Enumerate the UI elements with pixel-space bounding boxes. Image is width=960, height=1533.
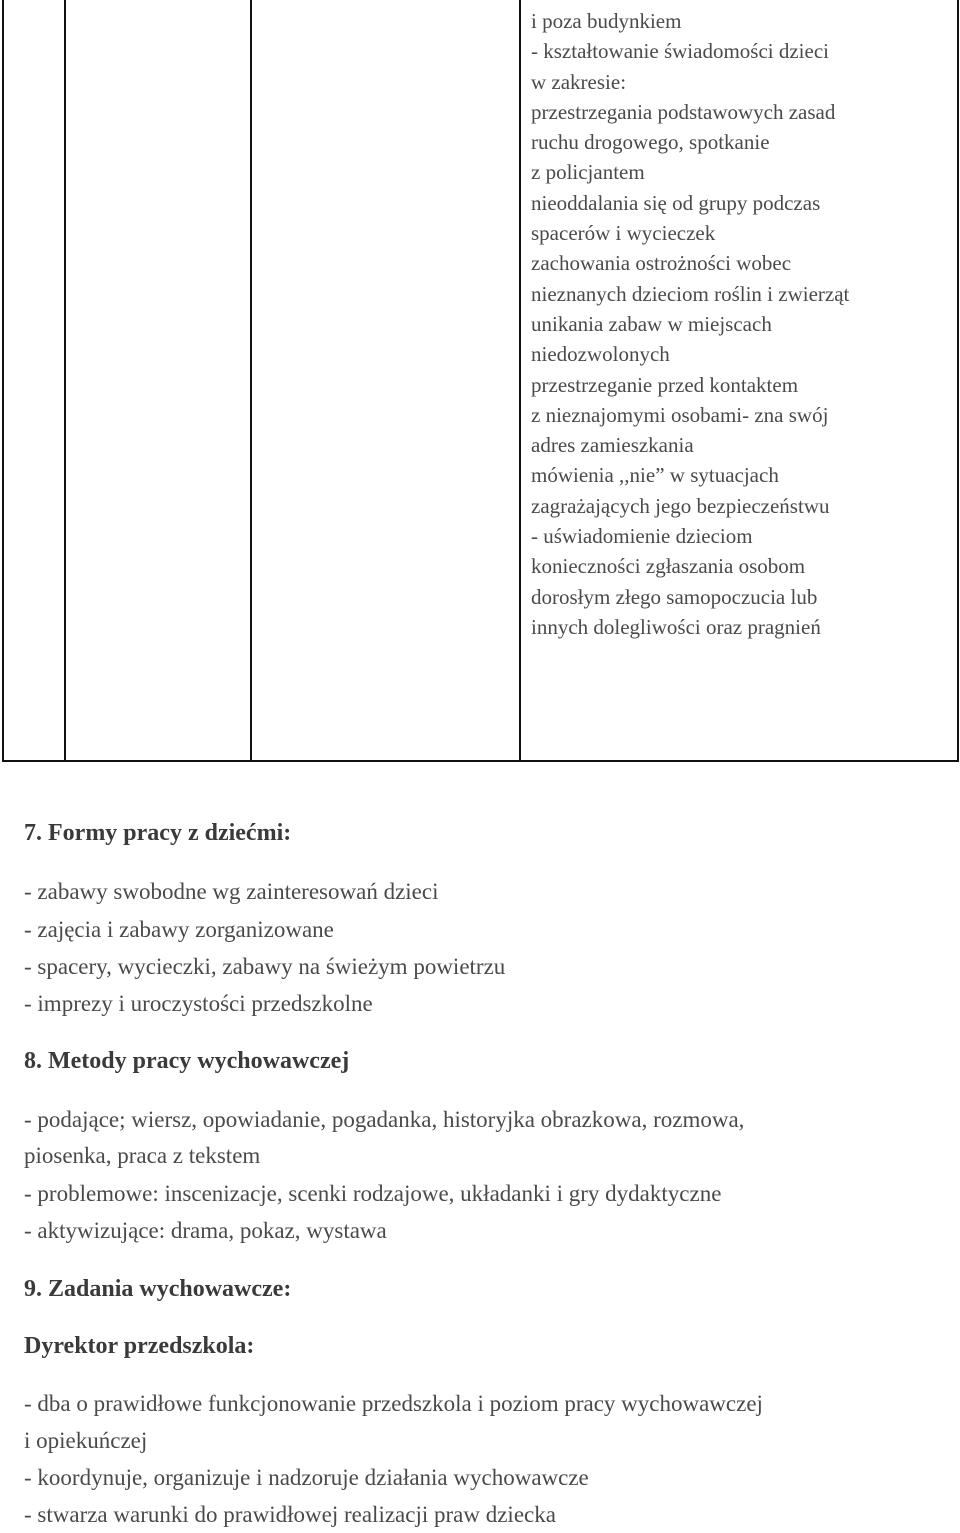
section-8-heading: 8. Metody pracy wychowawczej: [24, 1048, 350, 1074]
table-border-bottom: [3, 760, 959, 762]
cell-line: w zakresie:: [531, 69, 627, 94]
cell-line: dorosłym złego samopoczucia lub: [531, 584, 818, 609]
table-column-divider: [64, 0, 66, 762]
list-item: - dba o prawidłowe funkcjonowanie przedszkola i poziom pracy wychowawczej: [24, 1391, 763, 1416]
table-column-divider: [519, 0, 521, 762]
list-item: - stwarza warunki do prawidłowej realizacji praw dziecka: [24, 1502, 556, 1527]
cell-line: - uświadomienie dzieciom: [531, 524, 753, 549]
list-item: - podające; wiersz, opowiadanie, pogadanka, historyjka obrazkowa, rozmowa,: [24, 1107, 745, 1132]
list-item: - spacery, wycieczki, zabawy na świeżym powietrzu: [24, 954, 506, 979]
list-item: - koordynuje, organizuje i nadzoruje działania wychowawcze: [24, 1465, 589, 1490]
table-cell-text: [531, 6, 951, 642]
cell-line: zagrażających jego bezpieczeństwu: [531, 493, 830, 518]
section-9-subheading: Dyrektor przedszkola:: [24, 1333, 255, 1359]
cell-line: nieoddalania się od grupy podczas: [531, 190, 821, 215]
section-7-heading: 7. Formy pracy z dziećmi:: [24, 820, 292, 846]
cell-line: ruchu drogowego, spotkanie: [531, 130, 770, 155]
table-border-left: [2, 0, 4, 762]
cell-line: niedozwolonych: [531, 342, 670, 367]
cell-line: adres zamieszkania: [531, 433, 694, 458]
table-border-right: [957, 0, 959, 762]
list-item: piosenka, praca z tekstem: [24, 1143, 261, 1168]
cell-line: - kształtowanie świadomości dzieci: [531, 39, 829, 64]
list-item: i opiekuńczej: [24, 1428, 148, 1453]
cell-line: mówienia ,,nie” w sytuacjach: [531, 463, 779, 488]
list-item: - zajęcia i zabawy zorganizowane: [24, 917, 334, 942]
table-fragment: [0, 0, 960, 762]
list-item: - problemowe: inscenizacje, scenki rodzajowe, układanki i gry dydaktyczne: [24, 1181, 722, 1206]
cell-line: z nieznajomymi osobami- zna swój: [531, 402, 829, 427]
cell-line: konieczności zgłaszania osobom: [531, 554, 806, 579]
cell-line: innych dolegliwości oraz pragnień: [531, 614, 821, 639]
list-item: - imprezy i uroczystości przedszkolne: [24, 991, 373, 1016]
cell-line: zachowania ostrożności wobec: [531, 251, 792, 276]
cell-line: i poza budynkiem: [531, 9, 682, 33]
cell-line: nieznanych dzieciom roślin i zwierząt: [531, 281, 850, 306]
cell-line: unikania zabaw w miejscach: [531, 311, 772, 336]
section-9-heading: 9. Zadania wychowawcze:: [24, 1276, 292, 1302]
list-item: - aktywizujące: drama, pokaz, wystawa: [24, 1218, 387, 1243]
cell-line: przestrzeganie przed kontaktem: [531, 372, 799, 397]
list-item: - zabawy swobodne wg zainteresowań dzieci: [24, 879, 439, 904]
table-column-divider: [250, 0, 252, 762]
cell-line: z policjantem: [531, 160, 645, 185]
cell-line: spacerów i wycieczek: [531, 221, 716, 246]
cell-line: przestrzegania podstawowych zasad: [531, 99, 836, 124]
